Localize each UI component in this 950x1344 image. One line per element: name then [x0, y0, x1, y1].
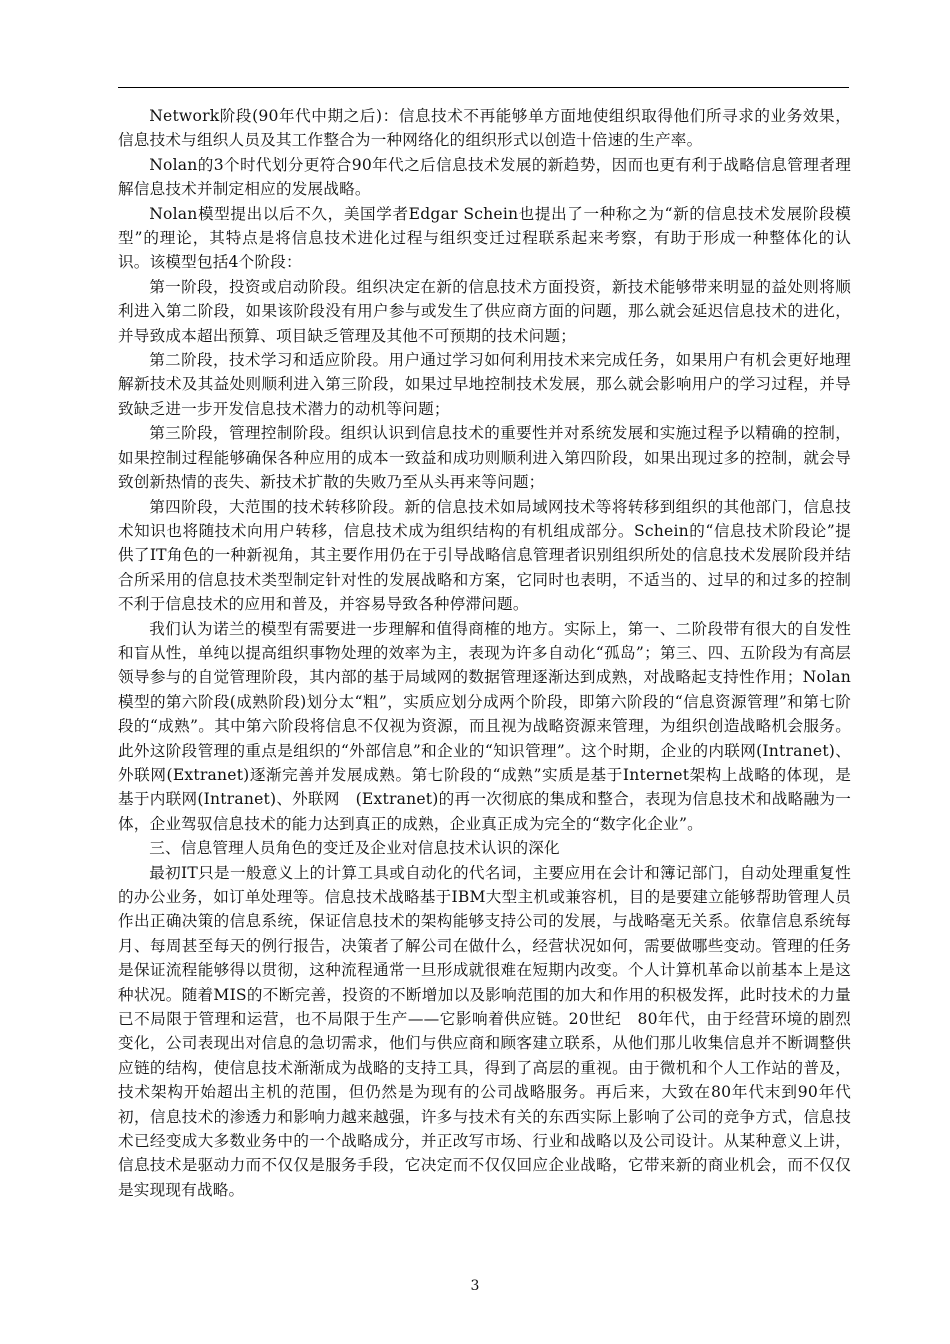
paragraph-schein-model-intro: Nolan模型提出以后不久，美国学者Edgar Schein也提出了一种称之为“新的信息技术发展阶段模型”的理论，其特点是将信息技术进化过程与组织变迁过程联系起来考察，有助于形成一种整体化的认识。该模型包括4个阶段：	[118, 204, 851, 272]
page-number: 3	[470, 1278, 480, 1294]
document-body	[118, 104, 851, 1202]
paragraph-it-evolution: 最初IT只是一般意义上的计算工具或自动化的代名词，主要应用在会计和簿记部门，自动处理重复性的办公业务，如订单处理等。信息技术战略基于IBM大型主机或兼容机，目的是要建立能够帮助管理人员作出正确决策的信息系统，保证信息技术的架构能够支持公司的发展，与战略毫无关系。依靠信息系统每月、每周甚至每天的例行报告，决策者了解公司在做什么，经营状况如何，需要做哪些变动。管理的任务是保证流程能够得以贯彻，这种流程通常一旦形成就很难在短期内改变。个人计算机革命以前基本上是这种状况。随着MIS的不断完善，投资的不断增加以及影响范围的加大和作用的积极发挥，此时技术的力量已不局限于管理和运营，也不局限于生产——它影响着供应链。20世纪 80年代，由于经营环境的剧烈变化，公司表现出对信息的急切需求，他们与供应商和顾客建立联系，从他们那儿收集信息并不断调整供应链的结构，使信息技术渐渐成为战略的支持工具，得到了高层的重视。由于微机和个人工作站的普及，技术架构开始超出主机的范围，但仍然是为现有的公司战略服务。再后来，大致在80年代末到90年代初，信息技术的渗透力和影响力越来越强，许多与技术有关的东西实际上影响了公司的竞争方式，信息技术已经变成大多数业务中的一个战略成分，并正改写市场、行业和战略以及公司设计。从某种意义上讲，信息技术是驱动力而不仅仅是服务手段，它决定而不仅仅回应企业战略，它带来新的商业机会，而不仅仅是实现现有战略。	[118, 863, 851, 1199]
paragraph-nolan-critique: 我们认为诺兰的模型有需要进一步理解和值得商榷的地方。实际上，第一、二阶段带有很大的自发性和盲从性，单纯以提高组织事物处理的效率为主，表现为许多自动化“孤岛”；第三、四、五阶段为有高层领导参与的自觉管理阶段，其内部的基于局域网的数据管理逐渐达到成熟，对战略起支持性作用；Nolan模型的第六阶段(成熟阶段)划分太“粗”，实质应划分成两个阶段，即第六阶段的“信息资源管理”和第七阶段的“成熟”。其中第六阶段将信息不仅视为资源，而且视为战略资源来管理，为组织创造战略机会服务。此外这阶段管理的重点是组织的“外部信息”和企业的“知识管理”。这个时期，企业的内联网(Intranet)、外联网(Extranet)逐渐完善并发展成熟。第七阶段的“成熟”实质是基于Internet架构上战略的体现，是基于内联网(Intranet)、外联网 (Extranet)的再一次彻底的集成和整合，表现为信息技术和战略融为一体，企业驾驭信息技术的能力达到真正的成熟，企业真正成为完全的“数字化企业”。	[118, 619, 851, 833]
paragraph-nolan-three-eras: Nolan的3个时代划分更符合90年代之后信息技术发展的新趋势，因而也更有利于战略信息管理者理解信息技术并制定相应的发展战略。	[118, 155, 851, 199]
paragraph-stage-three: 第三阶段，管理控制阶段。组织认识到信息技术的重要性并对系统发展和实施过程予以精确的控制，如果控制过程能够确保各种应用的成本一致益和成功则顺利进入第四阶段，如果出现过多的控制，就会导致创新热情的丧失、新技术扩散的失败乃至从头再来等问题；	[118, 424, 851, 492]
header-rule	[118, 87, 849, 88]
paragraph-network-stage: Network阶段(90年代中期之后)：信息技术不再能够单方面地使组织取得他们所寻求的业务效果，信息技术与组织人员及其工作整合为一种网络化的组织形式以创造十倍速的生产率。	[118, 107, 851, 150]
paragraph-stage-two: 第二阶段，技术学习和适应阶段。用户通过学习如何利用技术来完成任务，如果用户有机会更好地理解新技术及其益处则顺利进入第三阶段，如果过早地控制技术发展，那么就会影响用户的学习过程，并导致缺乏进一步开发信息技术潜力的动机等问题；	[118, 351, 851, 418]
section-heading: 三、信息管理人员角色的变迁及企业对信息技术认识的深化	[149, 839, 560, 858]
paragraph-stage-four: 第四阶段，大范围的技术转移阶段。新的信息技术如局域网技术等将转移到组织的其他部门，信息技术知识也将随技术向用户转移，信息技术成为组织结构的有机组成部分。Schein的“信息技术阶段论”提供了IT角色的一种新视角，其主要作用仍在于引导战略信息管理者识别组织所处的信息技术发展阶段并结合所采用的信息技术类型制定针对性的发展战略和方案，它同时也表明，不适当的、过早的和过多的控制不利于信息技术的应用和普及，并容易导致各种停滞问题。	[118, 497, 851, 614]
paragraph-stage-one: 第一阶段，投资或启动阶段。组织决定在新的信息技术方面投资，新技术能够带来明显的益处则将顺利进入第二阶段，如果该阶段没有用户参与或发生了供应商方面的问题，那么就会延迟信息技术的进化，并导致成本超出预算、项目缺乏管理及其他不可预期的技术问题；	[118, 277, 851, 345]
